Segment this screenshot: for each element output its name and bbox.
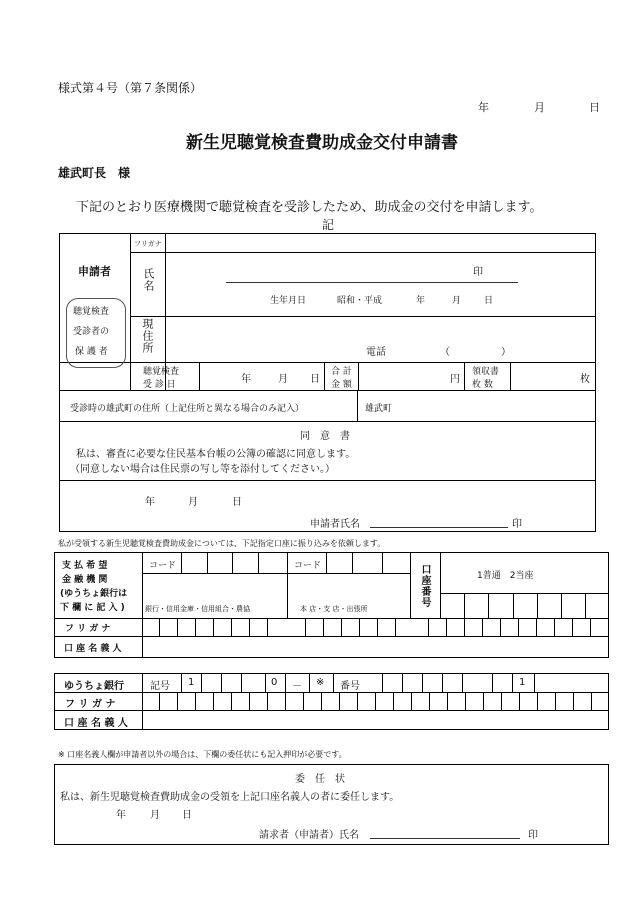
yucho-digit-1: 1 bbox=[188, 677, 195, 688]
bank-holder-label: 口 座 名 義 人 bbox=[64, 644, 122, 654]
phone-paren-close: ） bbox=[501, 347, 511, 358]
phone-label: 電話 bbox=[366, 347, 386, 358]
yucho-holder-label: 口 座 名 義 人 bbox=[64, 718, 128, 729]
applicant-seal: 印 bbox=[473, 267, 483, 278]
birth-month: 月 bbox=[452, 296, 462, 306]
phone-paren-open: （ bbox=[440, 347, 450, 358]
consent-signer-label: 申請者氏名 bbox=[310, 519, 360, 530]
guardian-label-1: 聴覚検査 bbox=[73, 307, 110, 317]
total-label-2: 金 額 bbox=[331, 380, 352, 390]
delegation-seal: 印 bbox=[528, 830, 538, 841]
residence-value: 雄武町 bbox=[365, 404, 393, 414]
yucho-kigo-label: 記号 bbox=[150, 681, 170, 692]
birth-day: 日 bbox=[484, 296, 494, 306]
consent-line-1: 私は、審査に必要な住民基本台帳の公簿の確認に同意します。 bbox=[76, 449, 356, 460]
exam-date-label-1: 聴覚検査 bbox=[143, 367, 180, 377]
guardian-label-3: 保 護 者 bbox=[75, 347, 108, 357]
receipt-label-2: 枚 数 bbox=[472, 380, 493, 390]
bank-types: 銀行・信用金庫・信用組合・農協 bbox=[145, 605, 250, 613]
institution-label-3: (ゆうちょ銀行は bbox=[60, 589, 128, 599]
birth-year: 年 bbox=[416, 296, 426, 306]
delegation-title: 委 任 状 bbox=[295, 774, 345, 785]
yucho-mark: ※ bbox=[316, 677, 325, 688]
applicant-label: 申請者 bbox=[78, 265, 111, 278]
bank-furigana-label: フ リ ガ ナ bbox=[65, 624, 111, 634]
birth-label: 生年月日 bbox=[270, 296, 307, 306]
delegation-day: 日 bbox=[182, 810, 192, 821]
date-year: 年 bbox=[478, 101, 489, 114]
yucho-digit-last: 1 bbox=[519, 677, 526, 688]
page-title: 新生児聴覚検査費助成金交付申請書 bbox=[186, 133, 458, 153]
addressee: 雄武町長 様 bbox=[58, 166, 131, 180]
yen-unit: 円 bbox=[450, 374, 460, 385]
branch-code-label: コード bbox=[294, 561, 322, 571]
yucho-furigana-label: フ リ ガ ナ bbox=[65, 699, 116, 710]
exam-day: 日 bbox=[310, 374, 320, 385]
institution-label-2: 金 融 機 関 bbox=[62, 575, 108, 585]
institution-label-1: 支 払 希 望 bbox=[62, 561, 108, 571]
branch-types: 本 店・支 店・出張所 bbox=[300, 605, 368, 613]
date-day: 日 bbox=[589, 101, 600, 114]
residence-label: 受診時の雄武町の住所（上記住所と異なる場合のみ記入） bbox=[70, 404, 305, 414]
receipt-unit: 枚 bbox=[580, 374, 590, 385]
delegation-signer-label: 請求者（申請者）氏名 bbox=[259, 830, 359, 841]
consent-title: 同 意 書 bbox=[300, 431, 350, 442]
name-label: 氏名 bbox=[142, 268, 155, 292]
era-label: 昭和・平成 bbox=[337, 296, 383, 306]
date-month: 月 bbox=[534, 101, 545, 114]
guardian-label-2: 受診者の bbox=[73, 327, 110, 337]
yucho-dash: － bbox=[292, 681, 302, 692]
yucho-digit-0: 0 bbox=[271, 677, 278, 688]
delegation-text: 私は、新生児聴覚検査費助成金の受領を上記口座名義人の者に委任します。 bbox=[60, 792, 400, 803]
exam-year: 年 bbox=[241, 374, 251, 385]
ki-label: 記 bbox=[322, 218, 335, 232]
address-label: 現住所 bbox=[141, 318, 154, 354]
exam-month: 月 bbox=[278, 374, 288, 385]
yucho-bango-label: 番号 bbox=[340, 681, 360, 692]
consent-year: 年 bbox=[145, 497, 155, 508]
exam-date-label-2: 受 診 日 bbox=[143, 380, 176, 390]
total-label-1: 合 計 bbox=[331, 367, 352, 377]
yucho-table bbox=[54, 673, 609, 730]
form-number: 様式第４号（第７条関係） bbox=[58, 81, 203, 95]
yucho-label: ゆうちょ銀行 bbox=[64, 681, 124, 692]
delegation-year: 年 bbox=[116, 810, 126, 821]
note-text: ※ 口座名義人欄が申請者以外の場合は、下欄の委任状にも記入押印が必要です。 bbox=[58, 750, 347, 759]
consent-seal: 印 bbox=[512, 519, 522, 530]
bank-request-text: 私が受領する新生児聴覚検査費助成金については、下記指定口座に振り込みを依頼します。 bbox=[58, 539, 386, 548]
bank-code-label: コード bbox=[149, 561, 177, 571]
delegation-month: 月 bbox=[150, 810, 160, 821]
furigana-label: フリガナ bbox=[134, 240, 162, 248]
account-number-label: 口座番号 bbox=[419, 564, 430, 608]
consent-month: 月 bbox=[188, 497, 198, 508]
account-type: 1普通 2当座 bbox=[477, 571, 534, 581]
intro-text: 下記のとおり医療機関で聴覚検査を受診したため、助成金の交付を申請します。 bbox=[76, 200, 543, 215]
institution-label-4: 下 欄 に 記 入 ) bbox=[60, 603, 125, 613]
receipt-label-1: 領収書 bbox=[472, 367, 500, 377]
consent-line-2: （同意しない場合は住民票の写し等を添付してください。） bbox=[70, 464, 335, 475]
consent-day: 日 bbox=[232, 497, 242, 508]
